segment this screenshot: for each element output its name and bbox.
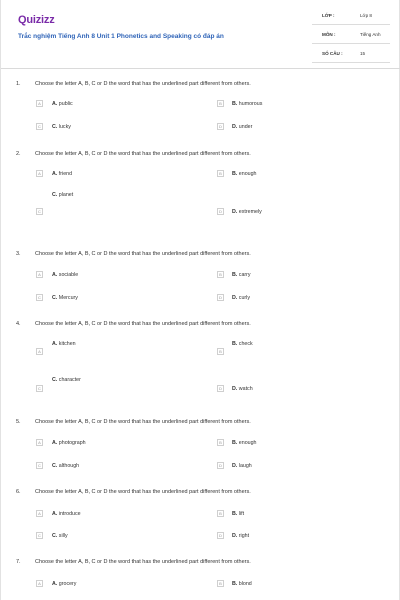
option-word: lucky	[58, 124, 71, 130]
info-row-subject	[312, 27, 390, 44]
option-letter: D.	[232, 463, 238, 469]
option-word: sociable	[58, 272, 79, 278]
option-word: grocery	[58, 581, 77, 587]
option-checkbox-a[interactable]: A	[36, 348, 43, 355]
option-letter: A.	[52, 101, 58, 107]
option-letter: C.	[52, 295, 58, 301]
option-checkbox-c[interactable]: C	[36, 462, 43, 469]
option-word: friend	[58, 171, 73, 177]
header-divider	[1, 68, 400, 69]
option-letter: B.	[232, 341, 238, 347]
option-letter: A.	[52, 511, 58, 517]
option-letter: A.	[52, 440, 58, 446]
option-letter: B.	[232, 581, 238, 587]
question-number: 5.	[16, 419, 21, 425]
info-value: Lớp 8	[360, 13, 372, 18]
option-checkbox-b[interactable]: B	[217, 100, 224, 107]
option-letter: B.	[232, 272, 238, 278]
option-d	[232, 386, 253, 392]
option-d	[232, 124, 252, 130]
option-letter: D.	[232, 386, 238, 392]
option-b	[232, 341, 253, 347]
option-letter: D.	[232, 124, 238, 130]
question-text: Choose the letter A, B, C or D the word that has the underlined part different from others.	[35, 321, 251, 327]
option-b	[232, 101, 262, 107]
option-word: character	[58, 377, 81, 383]
option-word: although	[58, 463, 80, 469]
question-number: 6.	[16, 489, 21, 495]
option-checkbox-d[interactable]: D	[217, 462, 224, 469]
question-text: Choose the letter A, B, C or D the word that has the underlined part different from others.	[35, 151, 251, 157]
option-word: planet	[58, 192, 74, 198]
option-c	[52, 124, 71, 130]
option-b	[232, 440, 256, 446]
option-a	[52, 511, 81, 517]
info-label: LỚP :	[322, 13, 335, 18]
option-c	[52, 377, 81, 383]
option-b	[232, 171, 256, 177]
option-a	[52, 581, 76, 587]
option-word: laugh	[238, 463, 252, 469]
option-word: public	[58, 101, 73, 107]
option-word: enough	[238, 171, 257, 177]
option-checkbox-d[interactable]: D	[217, 532, 224, 539]
option-letter: A.	[52, 581, 58, 587]
question-text: Choose the letter A, B, C or D the word that has the underlined part different from others.	[35, 559, 251, 565]
option-c	[52, 463, 79, 469]
question-number: 7.	[16, 559, 21, 565]
option-letter: C.	[52, 533, 58, 539]
option-word: blond	[238, 581, 252, 587]
option-word: kitchen	[58, 341, 76, 347]
option-c	[52, 295, 78, 301]
option-checkbox-a[interactable]: A	[36, 271, 43, 278]
option-a	[52, 101, 73, 107]
question-number: 3.	[16, 251, 21, 257]
option-d	[232, 533, 249, 539]
option-word: humorous	[238, 101, 263, 107]
option-word: lift	[238, 511, 245, 517]
option-letter: A.	[52, 272, 58, 278]
option-letter: D.	[232, 209, 238, 215]
option-checkbox-b[interactable]: B	[217, 170, 224, 177]
info-panel	[312, 8, 390, 65]
option-word: check	[238, 341, 253, 347]
option-letter: C.	[52, 463, 58, 469]
option-checkbox-a[interactable]: A	[36, 170, 43, 177]
option-letter: C.	[52, 377, 58, 383]
option-a	[52, 272, 78, 278]
info-label: SỐ CÂU :	[322, 51, 343, 56]
option-checkbox-d[interactable]: D	[217, 123, 224, 130]
option-b	[232, 581, 252, 587]
option-checkbox-c[interactable]: C	[36, 208, 43, 215]
info-row-count	[312, 46, 390, 63]
option-c	[52, 533, 68, 539]
option-letter: D.	[232, 295, 238, 301]
info-value: Tiếng Anh	[360, 32, 381, 37]
option-checkbox-a[interactable]: A	[36, 510, 43, 517]
option-letter: C.	[52, 124, 58, 130]
option-checkbox-d[interactable]: D	[217, 294, 224, 301]
option-checkbox-c[interactable]: C	[36, 123, 43, 130]
option-checkbox-b[interactable]: B	[217, 348, 224, 355]
question-text: Choose the letter A, B, C or D the word that has the underlined part different from others.	[35, 81, 251, 87]
option-checkbox-b[interactable]: B	[217, 580, 224, 587]
question-number: 1.	[16, 81, 21, 87]
option-checkbox-d[interactable]: D	[217, 385, 224, 392]
option-a	[52, 341, 76, 347]
option-b	[232, 272, 251, 278]
option-checkbox-d[interactable]: D	[217, 208, 224, 215]
option-d	[232, 295, 250, 301]
option-letter: B.	[232, 440, 238, 446]
option-word: photograph	[58, 440, 86, 446]
option-c	[52, 192, 73, 198]
question-text: Choose the letter A, B, C or D the word that has the underlined part different from others.	[35, 419, 251, 425]
option-checkbox-a[interactable]: A	[36, 100, 43, 107]
option-letter: B.	[232, 511, 238, 517]
option-d	[232, 209, 262, 215]
option-word: curly	[238, 295, 250, 301]
option-checkbox-b[interactable]: B	[217, 510, 224, 517]
option-b	[232, 511, 244, 517]
option-letter: A.	[52, 341, 58, 347]
option-checkbox-b[interactable]: B	[217, 439, 224, 446]
info-label: MÔN :	[322, 32, 336, 37]
option-letter: B.	[232, 101, 238, 107]
option-word: under	[238, 124, 253, 130]
question-number: 4.	[16, 321, 21, 327]
option-checkbox-c[interactable]: C	[36, 385, 43, 392]
option-letter: C.	[52, 192, 58, 198]
option-word: enough	[238, 440, 257, 446]
option-word: silly	[58, 533, 68, 539]
option-letter: D.	[232, 533, 238, 539]
option-checkbox-a[interactable]: A	[36, 439, 43, 446]
option-word: watch	[238, 386, 253, 392]
option-word: right	[238, 533, 250, 539]
option-a	[52, 171, 72, 177]
quizizz-logo: Quizizz	[18, 14, 55, 26]
question-text: Choose the letter A, B, C or D the word that has the underlined part different from others.	[35, 489, 251, 495]
info-value: 15	[360, 51, 366, 56]
option-a	[52, 440, 86, 446]
option-checkbox-a[interactable]: A	[36, 580, 43, 587]
worksheet-title: Trắc nghiệm Tiếng Anh 8 Unit 1 Phonetics and Speaking có đáp án	[18, 33, 224, 40]
option-checkbox-c[interactable]: C	[36, 294, 43, 301]
info-row-class	[312, 8, 390, 25]
option-word: carry	[238, 272, 251, 278]
question-text: Choose the letter A, B, C or D the word that has the underlined part different from others.	[35, 251, 251, 257]
option-letter: B.	[232, 171, 238, 177]
option-word: extremely	[238, 209, 262, 215]
option-checkbox-c[interactable]: C	[36, 532, 43, 539]
option-letter: A.	[52, 171, 58, 177]
question-number: 2.	[16, 151, 21, 157]
option-d	[232, 463, 252, 469]
option-word: Mercury	[58, 295, 78, 301]
option-word: introduce	[58, 511, 81, 517]
option-checkbox-b[interactable]: B	[217, 271, 224, 278]
